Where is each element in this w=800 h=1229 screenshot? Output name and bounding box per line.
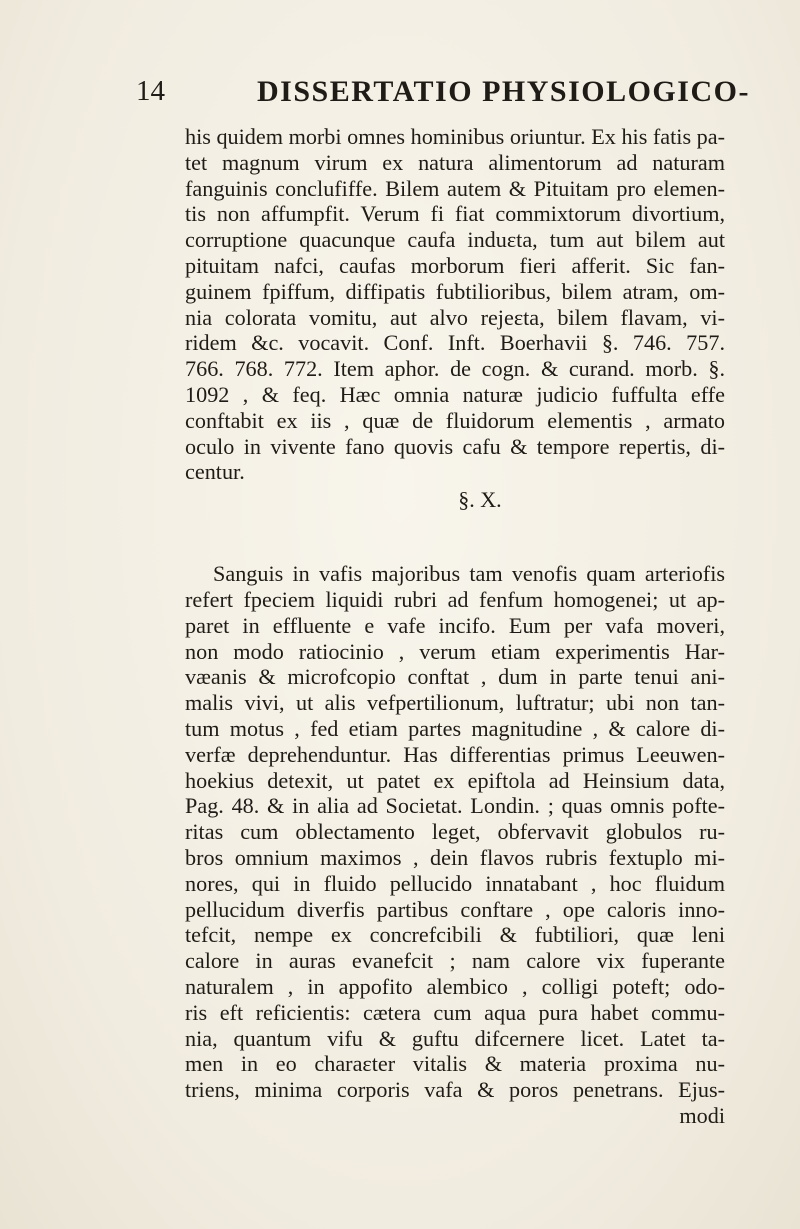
paragraph-1: [185, 124, 725, 485]
text-line: men in eo charaɛter vitalis & materia proxima nu-: [185, 1051, 725, 1077]
body-text: [185, 124, 725, 1129]
text-line: nia, quantum vifu & guftu difcernere licet. Latet ta-: [185, 1025, 725, 1051]
text-line: pellucidum diverfis partibus conftare , ope caloris inno-: [185, 896, 725, 922]
text-line: triens, minima corporis vafa & poros penetrans. Ejus-: [185, 1077, 725, 1103]
page-header: [136, 75, 750, 115]
text-line: corruptione quacunque caufa induɛta, tum aut bilem aut: [185, 227, 725, 253]
text-line: Pag. 48. & in alia ad Societat. Londin. ; quas omnis pofte-: [185, 793, 725, 819]
text-line: verfæ deprehenduntur. Has differentias primus Leeuwen-: [185, 741, 725, 767]
text-line: refert fpeciem liquidi rubri ad fenfum homogenei; ut ap-: [185, 586, 725, 612]
text-line: 766. 768. 772. Item aphor. de cogn. & curand. morb. §.: [185, 356, 725, 382]
paragraph-2: [185, 561, 725, 1129]
text-line: non modo ratiocinio , verum etiam experimentis Har-: [185, 638, 725, 664]
text-line: ris eft reficientis: cætera cum aqua pura habet commu-: [185, 999, 725, 1025]
text-line: ritas cum oblectamento leget, obfervavit globulos ru-: [185, 819, 725, 845]
text-line: oculo in vivente fano quovis cafu & tempore repertis, di-: [185, 433, 725, 459]
text-line: hoekius detexit, ut patet ex epiftola ad Heinsium data,: [185, 767, 725, 793]
running-title: DISSERTATIO PHYSIOLOGICO-: [257, 75, 750, 108]
text-line: his quidem morbi omnes hominibus oriuntur. Ex his fatis pa-: [185, 124, 725, 149]
text-line: tet magnum virum ex natura alimentorum ad naturam: [185, 149, 725, 175]
text-line: paret in effluente e vafe incifo. Eum per vafa moveri,: [185, 612, 725, 638]
text-line: ridem &c. vocavit. Conf. Inft. Boerhavii §. 746. 757.: [185, 330, 725, 356]
text-line: 1092 , & feq. Hæc omnia naturæ judicio fuffulta effe: [185, 381, 725, 407]
text-line: bros omnium maximos , dein flavos rubris fextuplo mi-: [185, 844, 725, 870]
text-line: pituitam nafci, caufas morborum fieri afferit. Sic fan-: [185, 252, 725, 278]
text-line: centur.: [185, 459, 245, 485]
text-line: tis non affumpfit. Verum fi fiat commixtorum divortium,: [185, 201, 725, 227]
text-line: fanguinis conclufiffe. Bilem autem & Pituitam pro elemen-: [185, 175, 725, 201]
text-line: calore in auras evanefcit ; nam calore vix fuperante: [185, 948, 725, 974]
text-line: Sanguis in vafis majoribus tam venofis quam arteriofis: [213, 561, 725, 587]
text-line: malis vivi, ut alis vefpertilionum, luftratur; ubi non tan-: [185, 690, 725, 716]
text-line: væanis & microfcopio conftat , dum in parte tenui ani-: [185, 664, 725, 690]
text-line: tefcit, nempe ex concrefcibili & fubtiliori, quæ leni: [185, 922, 725, 948]
text-line: naturalem , in appofito alembico , colligi poteft; odo-: [185, 973, 725, 999]
section-heading: §. X.: [458, 487, 502, 513]
text-line: tum motus , fed etiam partes magnitudine , & calore di-: [185, 715, 725, 741]
text-line: nores, qui in fluido pellucido innatabant , hoc fluidum: [185, 870, 725, 896]
text-line: conftabit ex iis , quæ de fluidorum elementis , armato: [185, 407, 725, 433]
catchword: modi: [679, 1102, 725, 1128]
text-line: nia colorata vomitu, aut alvo rejeɛta, bilem flavam, vi-: [185, 304, 725, 330]
page-number: 14: [136, 75, 165, 107]
text-line: guinem fpiffum, diffipatis fubtilioribus, bilem atram, om-: [185, 278, 725, 304]
section-gap: [185, 535, 725, 561]
